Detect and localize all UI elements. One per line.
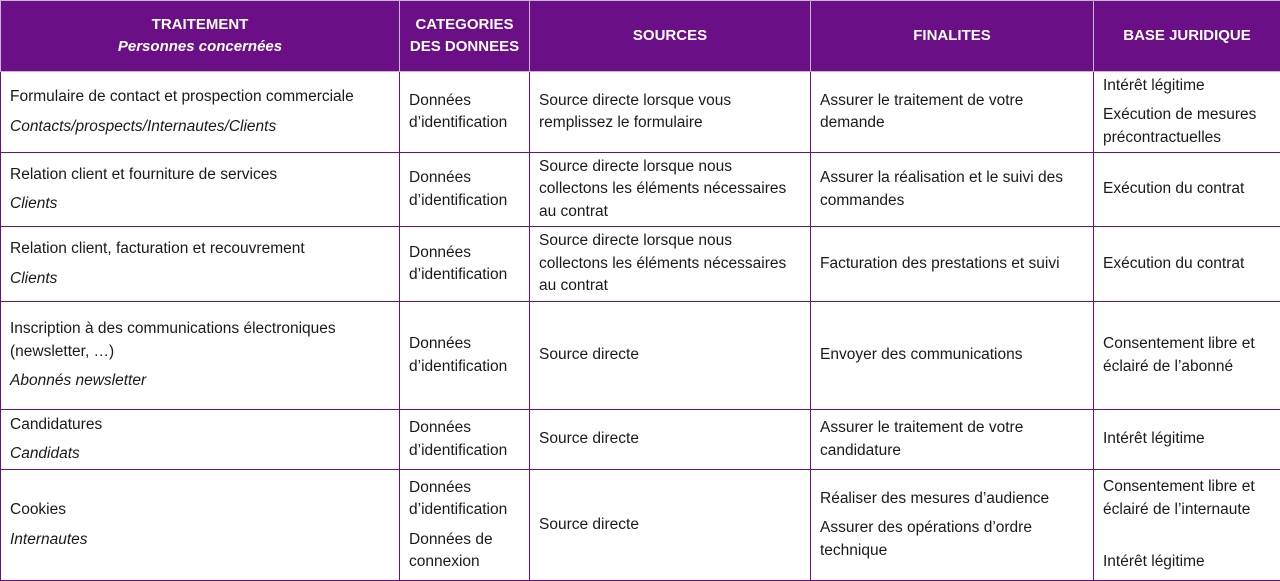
cell-traitement xyxy=(1,72,400,153)
cell-base-juridique xyxy=(1094,470,1280,581)
cell-finalites xyxy=(811,302,1094,410)
cell-base-juridique xyxy=(1094,227,1280,302)
header-traitement xyxy=(1,1,400,72)
cell-traitement xyxy=(1,302,400,410)
header-personnes-label: Personnes concernées xyxy=(7,36,393,58)
category-item: Données d’identification xyxy=(409,242,520,287)
cell-categories xyxy=(400,470,530,581)
finalite-item: Assurer le traitement de votre demande xyxy=(820,90,1084,135)
cell-source: Source directe lorsque nous collectons les éléments nécessaires au contrat xyxy=(530,227,811,302)
table-header-row xyxy=(1,1,1280,72)
cell-traitement xyxy=(1,410,400,470)
cell-base-juridique xyxy=(1094,410,1280,470)
table-row xyxy=(1,470,1280,581)
traitement-label: Formulaire de contact et prospection commerciale xyxy=(10,86,390,108)
base-item: Intérêt légitime xyxy=(1103,428,1271,450)
category-item: Données d’identification xyxy=(409,477,520,522)
personnes-label: Abonnés newsletter xyxy=(10,370,390,392)
traitement-label: Cookies xyxy=(10,499,390,521)
base-item: Intérêt légitime xyxy=(1103,551,1271,573)
header-traitement-label: TRAITEMENT xyxy=(7,14,393,36)
cell-traitement xyxy=(1,470,400,581)
cell-traitement xyxy=(1,227,400,302)
cell-categories xyxy=(400,302,530,410)
header-base-juridique: BASE JURIDIQUE xyxy=(1094,1,1280,72)
base-item: Consentement libre et éclairé de l’internaute xyxy=(1103,476,1271,521)
base-item: Consentement libre et éclairé de l’abonné xyxy=(1103,333,1271,378)
base-item: Exécution de mesures précontractuelles xyxy=(1103,104,1271,149)
traitement-label: Candidatures xyxy=(10,414,390,436)
finalite-item: Facturation des prestations et suivi xyxy=(820,253,1084,275)
cell-source: Source directe xyxy=(530,302,811,410)
finalite-item: Envoyer des communications xyxy=(820,344,1084,366)
cell-traitement xyxy=(1,153,400,227)
table-row xyxy=(1,302,1280,410)
header-categories: CATEGORIES DES DONNEES xyxy=(400,1,530,72)
category-item: Données de connexion xyxy=(409,529,520,574)
table-row xyxy=(1,72,1280,153)
traitement-label: Relation client et fourniture de services xyxy=(10,164,390,186)
cell-finalites xyxy=(811,410,1094,470)
category-item: Données d’identification xyxy=(409,167,520,212)
category-item: Données d’identification xyxy=(409,333,520,378)
cell-finalites xyxy=(811,227,1094,302)
cell-base-juridique xyxy=(1094,72,1280,153)
base-item: Exécution du contrat xyxy=(1103,178,1271,200)
base-item: Intérêt légitime xyxy=(1103,75,1271,97)
personnes-label: Internautes xyxy=(10,529,390,551)
finalite-item: Assurer le traitement de votre candidature xyxy=(820,417,1084,462)
traitement-label: Inscription à des communications électroniques (newsletter, …) xyxy=(10,318,390,363)
cell-source: Source directe xyxy=(530,470,811,581)
cell-source: Source directe lorsque vous remplissez le formulaire xyxy=(530,72,811,153)
personnes-label: Contacts/prospects/Internautes/Clients xyxy=(10,116,390,138)
category-item: Données d’identification xyxy=(409,90,520,135)
cell-finalites xyxy=(811,153,1094,227)
personnes-label: Candidats xyxy=(10,443,390,465)
cell-categories xyxy=(400,410,530,470)
finalite-item: Assurer des opérations d’ordre technique xyxy=(820,517,1084,562)
table-row xyxy=(1,227,1280,302)
traitement-label: Relation client, facturation et recouvrement xyxy=(10,238,390,260)
cell-source: Source directe xyxy=(530,410,811,470)
cell-base-juridique xyxy=(1094,302,1280,410)
cell-categories xyxy=(400,72,530,153)
finalite-item: Réaliser des mesures d’audience xyxy=(820,488,1084,510)
cell-source: Source directe lorsque nous collectons les éléments nécessaires au contrat xyxy=(530,153,811,227)
header-sources: SOURCES xyxy=(530,1,811,72)
table-row xyxy=(1,153,1280,227)
category-item: Données d’identification xyxy=(409,417,520,462)
personnes-label: Clients xyxy=(10,268,390,290)
cell-base-juridique xyxy=(1094,153,1280,227)
cell-categories xyxy=(400,153,530,227)
cell-categories xyxy=(400,227,530,302)
cell-finalites xyxy=(811,72,1094,153)
personnes-label: Clients xyxy=(10,193,390,215)
header-finalites: FINALITES xyxy=(811,1,1094,72)
base-item: Exécution du contrat xyxy=(1103,253,1271,275)
finalite-item: Assurer la réalisation et le suivi des commandes xyxy=(820,167,1084,212)
cell-finalites xyxy=(811,470,1094,581)
table-row xyxy=(1,410,1280,470)
